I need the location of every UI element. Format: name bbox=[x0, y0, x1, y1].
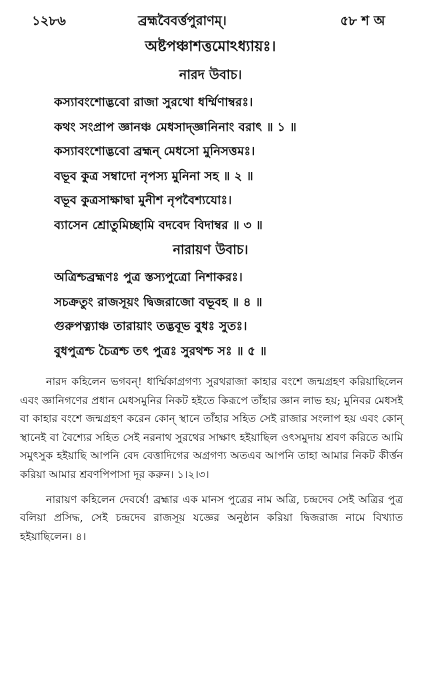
commentary-paragraph-1: নারদ কহিলেন ভগবন্! ধার্ম্মিকাগ্রগণ্য সুরথরাজা কাহার বংশে জন্মগ্রহণ করিয়াছিলেন এবং জ্ঞানিগণের প্রধান মেধসমুনির নিকট হইতে কিরূপে তাঁহার জ্ঞান লাভ হয়; মুনিবর মেধসই বা কাহার বংশে জন্মগ্রহণ করেন কোন্ স্থানে তাঁহার সহিত সেই রাজার সংলাপ হয় এবং কোন্ স্থানেই বা বৈশ্যের সহিত সেই নরনাথ সুরথের সাক্ষাৎ হইয়াছিল ওৎসমুদায় শ্রবণ করিতে আমি সমুৎসুক হইয়াছি আপনি বেদ বেত্তাদিগের অগ্রগণ্য অতএব আপনি তাহা আমার নিকট কীর্ত্তন করিয়া আমার শ্রবণপিপাসা দূর করুন। ১।২।৩। bbox=[20, 376, 403, 481]
running-title: ব্রহ্মবৈবর্ত্তপুরাণম্। bbox=[138, 14, 227, 29]
page-header bbox=[10, 6, 411, 32]
verse-line: বভূব কুত্রসাক্ষাদ্বা মুনীশ নৃপবৈশ্যযোঃ। bbox=[54, 193, 232, 207]
verse-line: সচক্রতুং রাজসূয়ং দ্বিজরাজো বভূবহ ॥ ৪ ॥ bbox=[54, 294, 263, 309]
verse-line: বভূব কুত্র সম্বাদো নৃপস্য মুনিনা সহ ॥ ২ ॥ bbox=[54, 168, 254, 183]
chapter-folio: ৫৮ শ অ bbox=[340, 14, 385, 29]
speaker-narada: নারদ উবাচ। bbox=[179, 68, 242, 83]
commentary-paragraph-2: নারায়ণ কহিলেন দেবর্ষে! ব্রহ্মার এক মানস পুত্রের নাম অত্রি, চন্দ্রদেব সেই অত্রির পুত্র বলিয়া প্রসিদ্ধ, সেই চন্দ্রদেব রাজসূয় যজ্ঞের অনুষ্ঠান করিয়া দ্বিজরাজ নামে বিখ্যাত হইয়াছিলেন। ৪। bbox=[20, 493, 403, 543]
verse-block-2 bbox=[10, 265, 411, 363]
verse-line: কথং সংপ্রাপ জ্ঞানঞ্চ মেধসাদ্জ্ঞানিনাং বরাৎ ॥ ১ ॥ bbox=[54, 119, 297, 134]
speaker-narayana: নারায়ণ উবাচ। bbox=[172, 243, 249, 258]
chapter-title: অষ্টপঞ্চাশত্তমোঽধ্যায়ঃ। bbox=[145, 38, 276, 55]
verse-line: কস্যাবংশোদ্ভবো রাজা সুরথো ধর্ম্মিণাম্বরঃ। bbox=[54, 95, 253, 109]
verse-line: ব্যাসেন শ্রোতুমিচ্ছামি বদবেদ বিদাম্বর ॥ ৩ ॥ bbox=[54, 217, 263, 232]
page-number: ১২৮৬ bbox=[32, 14, 66, 29]
verse-line: অত্রিশ্চব্রহ্মণঃ পুত্র স্তস্যপুত্রো নিশাকরঃ। bbox=[54, 270, 243, 284]
verse-line: গুরুপত্ন্যাঞ্চ তারায়াং তদ্ভবূভ বুধঃ সুতঃ। bbox=[54, 319, 248, 333]
verse-line: কস্যাবংশোদ্ভবো ব্রহ্মন্ মেধসো মুনিসত্তমঃ। bbox=[54, 144, 256, 158]
verse-line: বুধপুত্রশ্চ চৈত্রশ্চ তৎ পুত্রঃ সুরথশ্চ সঃ ॥ ৫ ॥ bbox=[54, 343, 267, 358]
verse-block-1 bbox=[10, 90, 411, 237]
